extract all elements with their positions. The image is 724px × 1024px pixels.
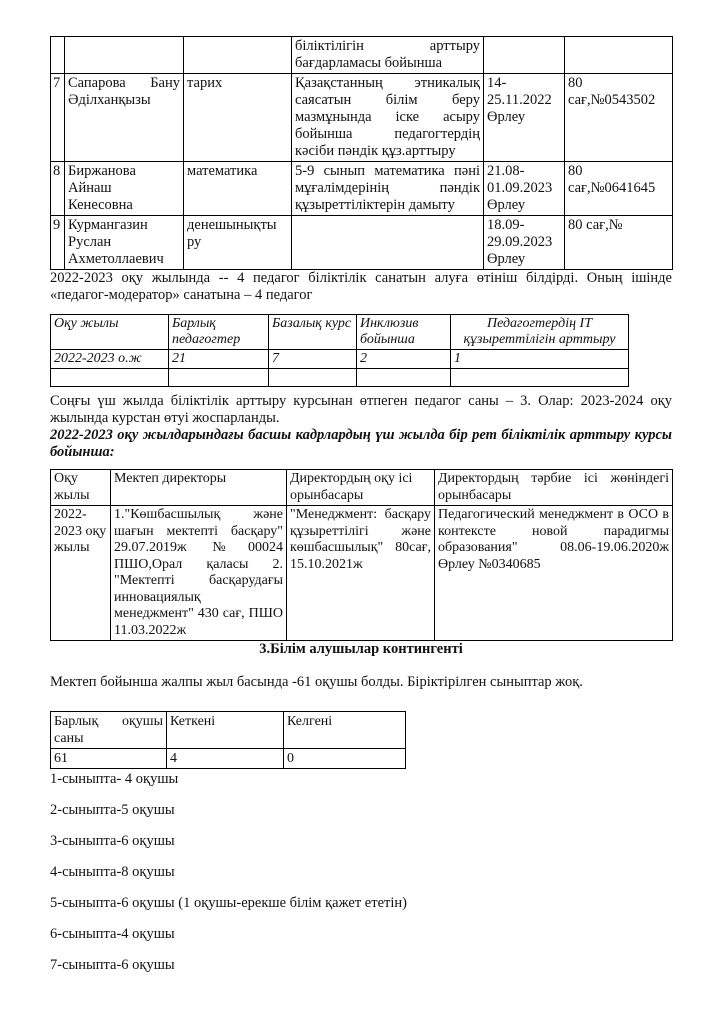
table-cell: 61 [51, 749, 167, 769]
grade-list [50, 771, 672, 974]
table-cell: 0 [284, 749, 406, 769]
course-line: 5-9 сынып математика пәні [295, 163, 480, 179]
column-header: Педагогтердің IT құзыреттілігін арттыру [451, 315, 629, 350]
course-cell-empty [292, 216, 484, 270]
column-header: Барлық оқушы саны [51, 712, 167, 749]
subject: ру [187, 234, 202, 250]
table-header-row [51, 712, 406, 749]
table-cell: "Менеджмент: басқару құзыреттілігі және көшбасшылық" 80сағ, 15.10.2021ж [287, 506, 435, 641]
table-row [51, 74, 673, 162]
table-cell: 4 [167, 749, 284, 769]
table-row [51, 749, 406, 769]
table-cell: Педагогический менеджмент в ОСО в контексте новой парадигмы образования" 08.06-19.06.2020ж Өрлеу №0340685 [435, 506, 673, 641]
column-header: Оқу жылы [51, 470, 111, 506]
hours-line: сағ,№0543502 [568, 92, 656, 108]
teacher-name: Сапарова Бану [68, 75, 180, 91]
table-header-row [51, 470, 673, 506]
date-line: 29.09.2023 [487, 234, 553, 250]
table-cell: 21 [169, 350, 269, 369]
table-cell: 2022-2023 оқу жылы [51, 506, 111, 641]
table-cell: 1."Көшбасшылық және шағын мектепті басқару" 29.07.2019ж №00024 ПШО,Орал қаласы 2. "Мектепті басқарудағы инновациялық менеджмент" 430 сағ, ПШО 11.03.2022ж [111, 506, 287, 641]
column-header: Барлық педагогтер [169, 315, 269, 350]
column-header: Директордың оқу ісі орынбасары [287, 470, 435, 506]
course-line: бағдарламасы бойынша [295, 55, 443, 71]
teacher-name: Айнаш [68, 180, 112, 196]
course-line: саясатын білім беру [295, 92, 480, 108]
table-row [51, 216, 673, 270]
teacher-name: Кенесовна [68, 197, 133, 213]
course-line: бойынша педагогтердің [295, 126, 480, 142]
list-item: 1-сыныпта- 4 оқушы [50, 771, 179, 787]
course-line: біліктілігін арттыру [295, 38, 480, 54]
stats-table [50, 314, 629, 387]
date-line: Өрлеу [487, 109, 526, 125]
row-number: 8 [51, 162, 65, 216]
date-line: 18.09- [487, 217, 525, 233]
list-item: 7-сыныпта-6 оқушы [50, 957, 175, 973]
admin-courses-table [50, 469, 673, 641]
list-item: 5-сыныпта-6 оқушы (1 оқушы-ерекше білім қажет ететін) [50, 895, 407, 911]
hours-line: 80 сағ,№ [568, 217, 623, 233]
students-table [50, 711, 406, 769]
date-line: Өрлеу [487, 197, 526, 213]
date-line: 14- [487, 75, 507, 91]
table-cell: 7 [269, 350, 357, 369]
column-header: Директордың тәрбие ісі жөніндегі орынбасары [435, 470, 673, 506]
course-line: құзыреттіліктерін дамыту [295, 197, 455, 213]
list-item: 6-сыныпта-4 оқушы [50, 926, 175, 942]
table-row [51, 37, 673, 74]
date-line: 21.08- [487, 163, 525, 179]
table-cell: 1 [451, 350, 629, 369]
section-title: 3.Білім алушылар контингенті [259, 641, 463, 657]
paragraph-untrained: Соңғы үш жылда біліктілік арттыру курсынан өтпеген педагог саны – 3. Олар: 2023-2024 оқу жылында курстан өтуі жоспарланды. [50, 393, 672, 426]
list-item: 2-сыныпта-5 оқушы [50, 802, 175, 818]
subject: тарих [184, 74, 292, 162]
table-cell: 2 [357, 350, 451, 369]
paragraph-certification: 2022-2023 оқу жылында -- 4 педагог біліктілік санатын алуға өтініш білдірді. Оның ішінде «педагог-модератор» санатына – 4 педагог [50, 270, 672, 303]
hours-line: 80 [568, 75, 583, 91]
course-line: Қазақстанның этникалық [295, 75, 480, 91]
column-header: Мектеп директоры [111, 470, 287, 506]
paragraph-students: Мектеп бойынша жалпы жыл басында -61 оқушы болды. Біріктірілген сыныптар жоқ. [50, 674, 583, 690]
date-line: 25.11.2022 [487, 92, 552, 108]
teacher-name: Әділханқызы [68, 92, 151, 108]
teacher-name: Руслан [68, 234, 112, 250]
teacher-name: Ахметоллаевич [68, 251, 164, 267]
table-row [51, 162, 673, 216]
list-item: 3-сыныпта-6 оқушы [50, 833, 175, 849]
column-header: Оқу жылы [51, 315, 169, 350]
list-item: 4-сыныпта-8 оқушы [50, 864, 175, 880]
table-row [51, 350, 629, 369]
column-header: Базалық курс [269, 315, 357, 350]
document-page [50, 36, 672, 988]
course-line: мұғалімдерінің пәндік [295, 180, 480, 196]
course-line: кәсіби пәндік құз.арттыру [295, 143, 456, 159]
teacher-name: Биржанова [68, 163, 136, 179]
paragraph-admin-heading: 2022-2023 оқу жылдарындағы басшы кадрлардың үш жылда бір рет біліктілік арттыру курсы бойынша: [50, 427, 672, 460]
subject: математика [184, 162, 292, 216]
table-header-row [51, 315, 629, 350]
column-header: Инклюзив бойынша [357, 315, 451, 350]
course-line: мазмұнында іске асыру [295, 109, 480, 125]
hours-line: 80 [568, 163, 583, 179]
teacher-name: Курмангазин [68, 217, 148, 233]
subject: денешынықты [187, 217, 277, 233]
date-line: Өрлеу [487, 251, 526, 267]
column-header: Келгені [284, 712, 406, 749]
column-header: Кеткені [167, 712, 284, 749]
date-line: 01.09.2023 [487, 180, 553, 196]
table-row [51, 506, 673, 641]
row-number: 7 [51, 74, 65, 162]
table-row [51, 369, 629, 387]
table-cell: 2022-2023 о.ж [51, 350, 169, 369]
hours-line: сағ,№0641645 [568, 180, 656, 196]
teacher-courses-table [50, 36, 673, 270]
row-number: 9 [51, 216, 65, 270]
